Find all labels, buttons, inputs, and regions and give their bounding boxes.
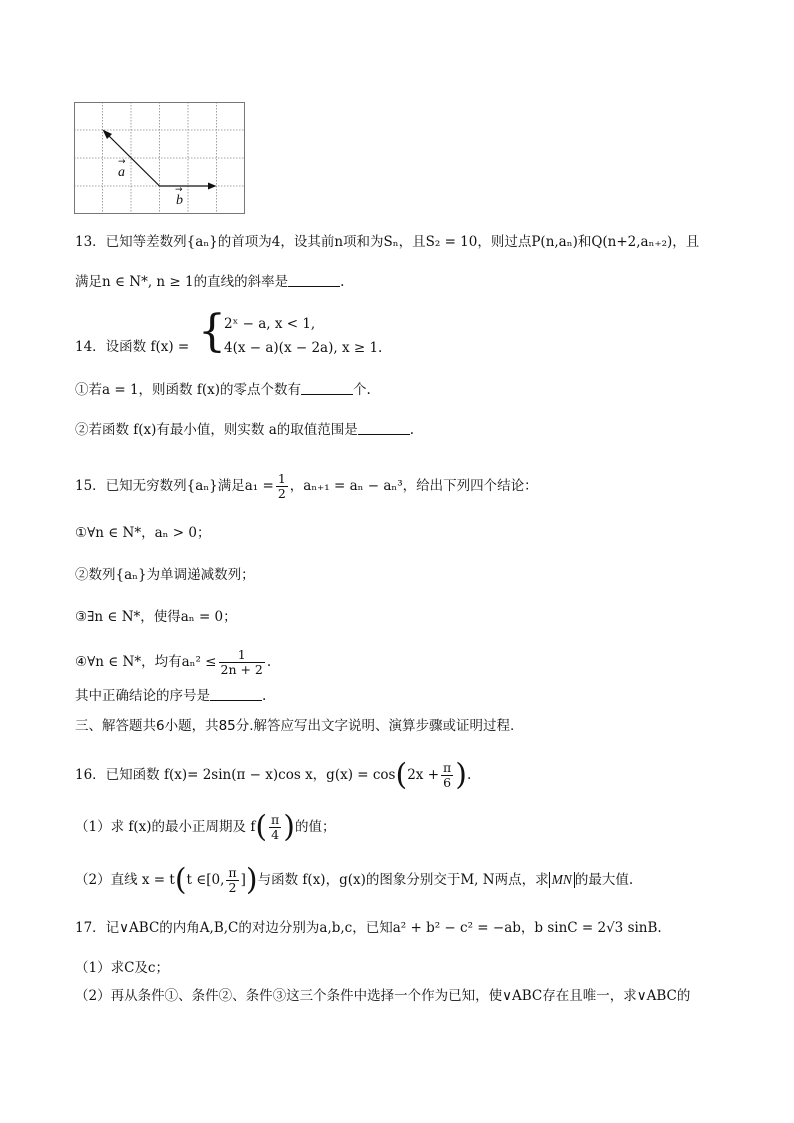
q17-line1: 17．记∨ABC的内角A,B,C的对边分别为a,b,c，已知a² + b² − c² = −ab，b sinC = 2√3 sinB. — [75, 920, 662, 936]
q14-case2: 4(x − a)(x − 2a), x ≥ 1. — [224, 340, 383, 356]
svg-text:→: → — [118, 157, 126, 167]
q14-case1: 2ˣ − a, x < 1, — [224, 316, 316, 332]
q15-c1: ①∀n ∈ N*，aₙ > 0； — [75, 525, 211, 541]
q17-part2: （2）再从条件①、条件②、条件③这三个条件中选择一个作为已知，使∨ABC存在且唯一，求∨ABC的 — [75, 988, 691, 1004]
vector-grid-figure — [74, 102, 246, 216]
q14-lead: 14．设函数 f(x) = — [75, 339, 190, 355]
q15-c3: ③∃n ∈ N*，使得aₙ = 0； — [75, 609, 237, 625]
q13-line1: 13．已知等差数列{aₙ}的首项为4，设其前n项和为Sₙ，且S₂ = 10，则过点P(n,aₙ)和Q(n+2,aₙ₊₂)，且 — [75, 234, 700, 250]
q17-part1: （1）求C及c； — [75, 960, 169, 976]
q16-part1: （1）求 f(x)的最小正周期及 f( $\frac{\pi}{4}$ )的值； — [75, 809, 336, 845]
vector-b-label: b — [176, 193, 183, 208]
q13-line2: 满足n ∈ N*, n ≥ 1的直线的斜率是 . — [75, 274, 345, 290]
answer-blank[interactable] — [358, 420, 410, 435]
q15-lead: 15．已知无穷数列{aₙ}满足a₁ = $\frac{1}{2}$ ，aₙ₊₁ = aₙ − aₙ³，给出下列四个结论： — [75, 471, 538, 501]
vector-a-label: a — [118, 165, 125, 180]
q15-ask: 其中正确结论的序号是 . — [75, 688, 267, 704]
q16-lead: 16．已知函数 f(x)= 2sin(π − x)cos x，g(x) = cos(2x + $\frac{\pi}{6}$ ). — [75, 757, 472, 793]
q15-c2: ②数列{aₙ}为单调递减数列； — [75, 567, 255, 583]
answer-blank[interactable] — [288, 272, 340, 287]
section-3-heading: 三、解答题共6小题，共85分.解答应写出文字说明、演算步骤或证明过程. — [75, 718, 515, 734]
q15-c4: ④∀n ∈ N*，均有aₙ² ≤ $\frac{1}{2n + 2}$ . — [75, 647, 272, 677]
svg-text:→: → — [175, 185, 183, 195]
answer-blank[interactable] — [210, 686, 262, 701]
q16-part2: （2）直线 x = t(t ∈[0, $\frac{\pi}{2}$ ])与函数 f(x)，g(x)的图象分别交于M, N两点，求 MN 的最大值. — [75, 862, 634, 898]
answer-blank[interactable] — [301, 380, 353, 395]
piecewise-brace: { — [198, 306, 226, 357]
q14-part2: ②若函数 f(x)有最小值，则实数 a的取值范围是 . — [75, 422, 415, 438]
q14-part1: ①若a = 1，则函数 f(x)的零点个数有 个. — [75, 382, 371, 398]
